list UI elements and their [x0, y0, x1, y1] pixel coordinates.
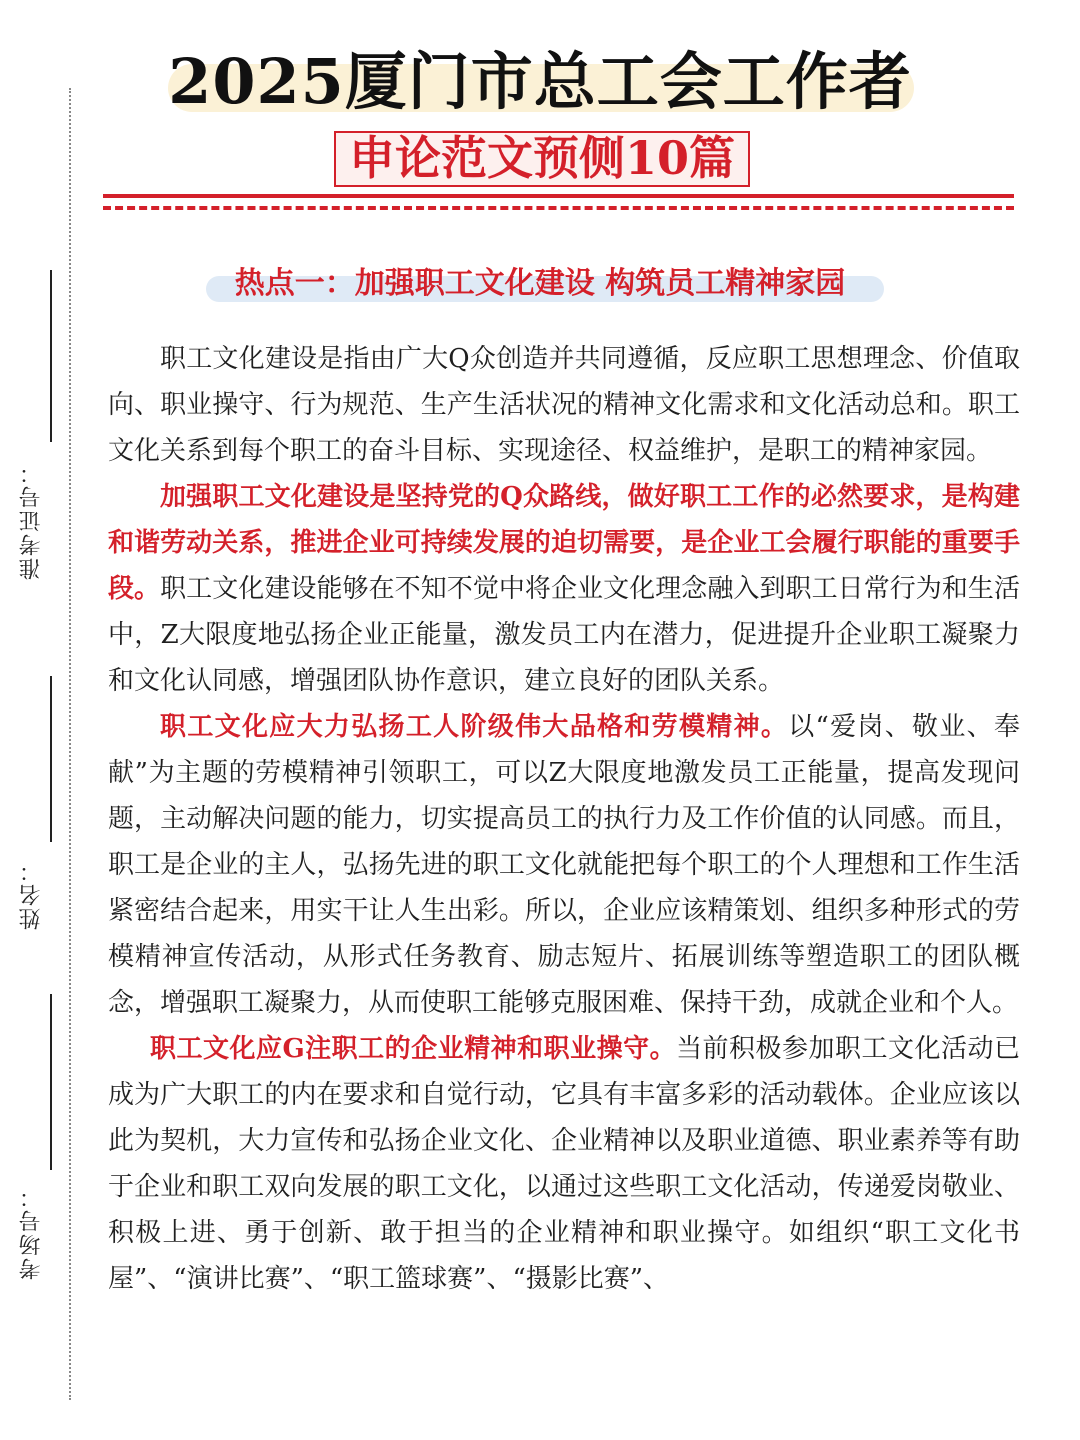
paragraph-text: 职工文化建设能够在不知不觉中将企业文化理念融入到职工日常行为和生活中，Z大限度地弘扬企业正能量，激发员工内在潜力，促进提升企业职工凝聚力和文化认同感，增强团队协作意识，建立良好的团队关系。 [108, 574, 1020, 696]
page-subtitle: 申论范文预侧10篇 [348, 131, 735, 185]
page-title: 2025厦门市总工会工作者 [168, 45, 912, 118]
paragraph-key-point: 职工文化应大力弘扬工人阶级伟大品格和劳模精神。 [160, 712, 789, 742]
room-blank-line [50, 994, 52, 1170]
exam-id-blank-line [50, 270, 52, 442]
header-divider-solid [103, 194, 1014, 198]
paragraph [108, 474, 1020, 704]
header-divider-dashed [103, 206, 1014, 210]
section-title: 热点一：加强职工文化建设 构筑员工精神家园 [234, 266, 846, 301]
paragraph-key-point: 加强职工文化建设是坚持党的Q众路线，做好职工工作的必然要求，是构建和谐劳动关系，推进企业可持续发展的迫切需要，是企业工会履行职能的重要手段。 [108, 482, 1020, 604]
room-label: 考场号： [19, 1184, 44, 1280]
paragraph-text: 当前积极参加职工文化活动已成为广大职工的内在要求和自觉行动，它具有丰富多彩的活动载体。企业应该以此为契机，大力宣传和弘扬企业文化、企业精神以及职业道德、职业素养等有助于企业和职工双向发展的职工文化，以通过这些职工文化活动，传递爱岗敬业、积极上进、勇于创新、敢于担当的企业精神和职业操守。如组织“职工文化书屋”、“演讲比赛”、“职工篮球赛”、“摄影比赛”、 [108, 1034, 1020, 1294]
name-label: 姓名： [19, 858, 44, 930]
paragraph [108, 1026, 1020, 1302]
article-body [108, 336, 1020, 1302]
paragraph-key-point: 职工文化应G注职工的企业精神和职业操守。 [150, 1034, 677, 1064]
paragraph-text: 以“爱岗、敬业、奉献”为主题的劳模精神引领职工，可以Z大限度地激发员工正能量，提高发现问题，主动解决问题的能力，切实提高员工的执行力及工作价值的认同感。而且，职工是企业的主人，弘扬先进的职工文化就能把每个职工的个人理想和工作生活紧密结合起来，用实干让人生出彩。所以，企业应该精策划、组织多种形式的劳模精神宣传活动，从形式任务教育、励志短片、拓展训练等塑造职工的团队概念，增强职工凝聚力，从而使职工能够克服困难、保持干劲，成就企业和个人。 [108, 712, 1020, 1018]
name-blank-line [50, 676, 52, 842]
paragraph [108, 336, 1020, 474]
binding-dotted-line [69, 88, 71, 1400]
paragraph-text: 职工文化建设是指由广大Q众创造并共同遵循，反应职工思想理念、价值取向、职业操守、行为规范、生产生活状况的精神文化需求和文化活动总和。职工文化关系到每个职工的奋斗目标、实现途径、权益维护，是职工的精神家园。 [108, 344, 1020, 466]
exam-id-label: 准考证号： [19, 460, 44, 580]
paragraph [108, 704, 1020, 1026]
